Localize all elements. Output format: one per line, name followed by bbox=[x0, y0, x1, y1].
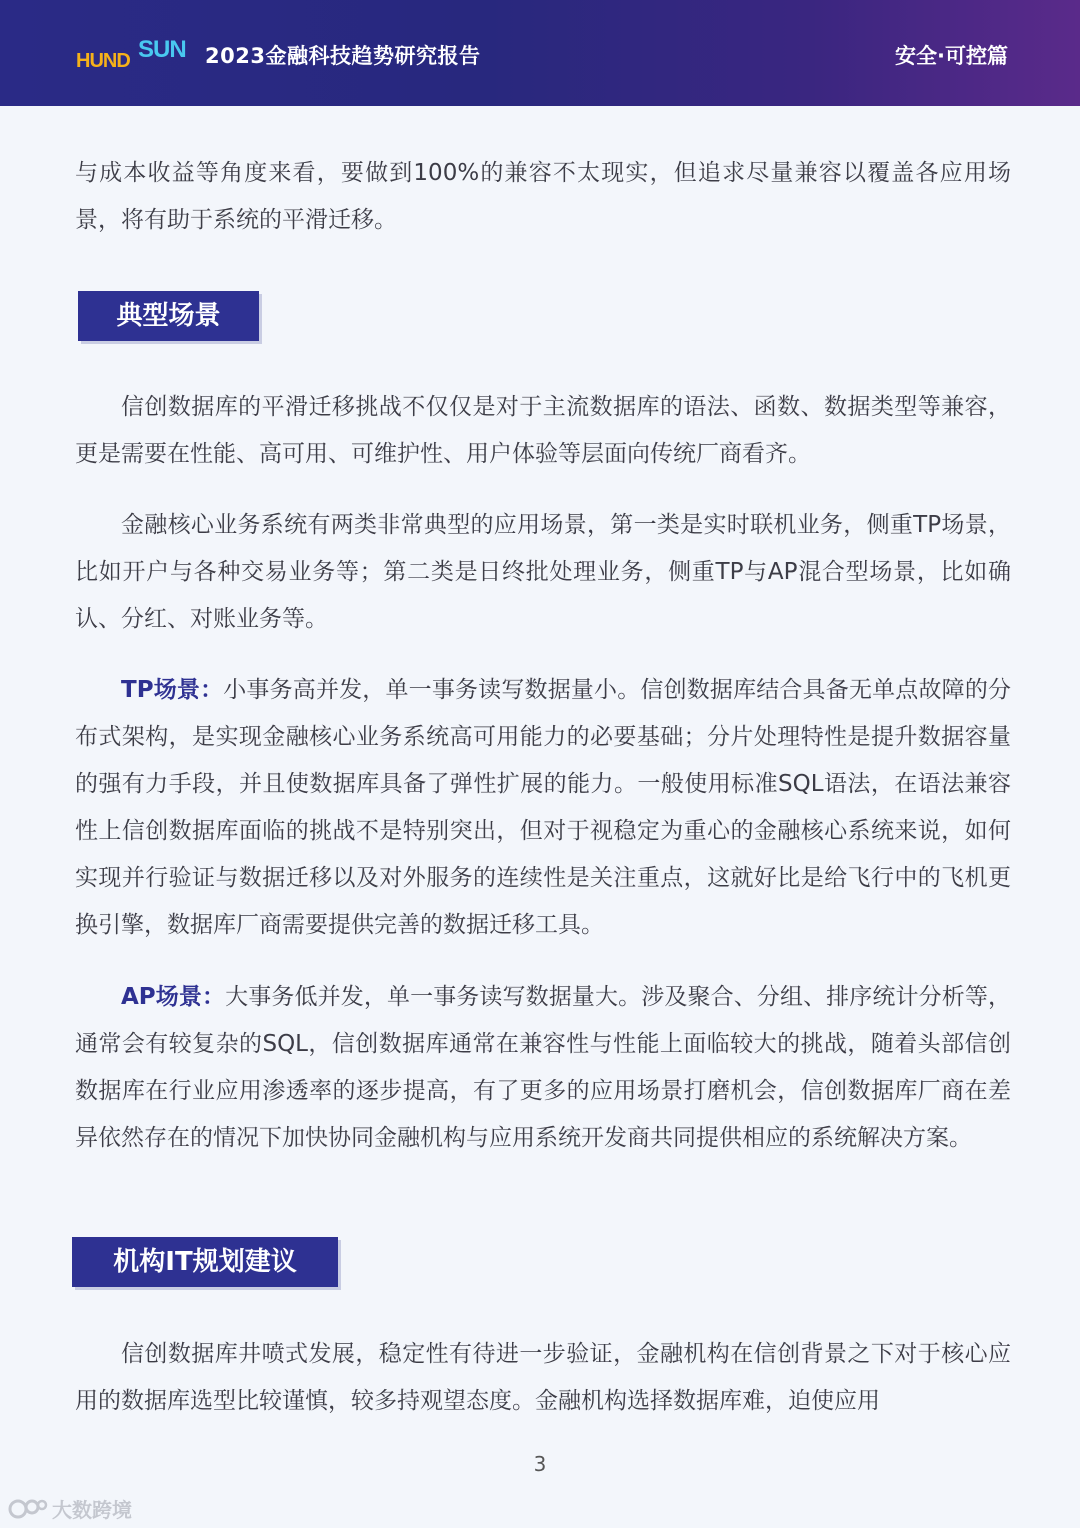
tp-scenario-label: TP场景： bbox=[121, 677, 224, 703]
report-title: 2023金融科技趋势研究报告 bbox=[205, 44, 481, 68]
ap-scenario-text: 大事务低并发，单一事务读写数据量大。涉及聚合、分组、排序统计分析等，通常会有较复杂的SQL，信创数据库通常在兼容性与性能上面临较大的挑战，随着头部信创数据库在行业应用渗透率的逐步提高，有了更多的应用场景打磨机会，信创数据库厂商在差异依然存在的情况下加快协同金融机构与应用系统开发商共同提供相应的系统解决方案。 bbox=[75, 984, 1012, 1151]
ap-scenario-label: AP场景： bbox=[121, 984, 226, 1010]
tp-scenario-text: 小事务高并发，单一事务读写数据量小。信创数据库结合具备无单点故障的分布式架构，是实现金融核心业务系统高可用能力的必要基础；分片处理特性是提升数据容量的强有力手段，并且使数据库具备了弹性扩展的能力。一般使用标准SQL语法，在语法兼容性上信创数据库面临的挑战不是特别突出，但对于视稳定为重心的金融核心系统来说，如何实现并行验证与数据迁移以及对外服务的连续性是关注重点，这就好比是给飞行中的飞机更换引擎，数据库厂商需要提供完善的数据迁移工具。 bbox=[75, 677, 1012, 938]
paragraph-core-scenarios: 金融核心业务系统有两类非常典型的应用场景，第一类是实时联机业务，侧重TP场景，比如开户与各种交易业务等；第二类是日终批处理业务，侧重TP与AP混合型场景，比如确认、分红、对账业务等。 bbox=[75, 512, 1011, 632]
logo-text-right: SUN bbox=[138, 36, 186, 63]
page-header bbox=[0, 0, 1080, 106]
paragraph-migration: 信创数据库的平滑迁移挑战不仅仅是对于主流数据库的语法、函数、数据类型等兼容，更是需要在性能、高可用、可维护性、用户体验等层面向传统厂商看齐。 bbox=[75, 394, 1011, 467]
paragraph-it-planning: 信创数据库井喷式发展，稳定性有待进一步验证，金融机构在信创背景之下对于核心应用的数据库选型比较谨慎，较多持观望态度。金融机构选择数据库难，迫使应用 bbox=[75, 1341, 1011, 1414]
paragraph-continuation: 与成本收益等角度来看，要做到100%的兼容不太现实，但追求尽量兼容以覆盖各应用场景，将有助于系统的平滑迁移。 bbox=[75, 160, 1011, 233]
paragraph-tp-scenario bbox=[75, 667, 1011, 949]
watermark-logo-icon bbox=[8, 1496, 48, 1522]
watermark bbox=[8, 1494, 132, 1523]
paragraph-ap-scenario bbox=[75, 974, 1011, 1162]
hundsun-logo bbox=[76, 36, 188, 78]
heading-it-planning: 机构IT规划建议 bbox=[72, 1237, 338, 1287]
heading-typical-scenarios: 典型场景 bbox=[78, 291, 259, 341]
section-label: 安全·可控篇 bbox=[895, 44, 1008, 68]
page-number: 3 bbox=[533, 1452, 547, 1476]
logo-text-left: HUND bbox=[76, 50, 130, 72]
watermark-text: 大数跨境 bbox=[52, 1498, 132, 1522]
